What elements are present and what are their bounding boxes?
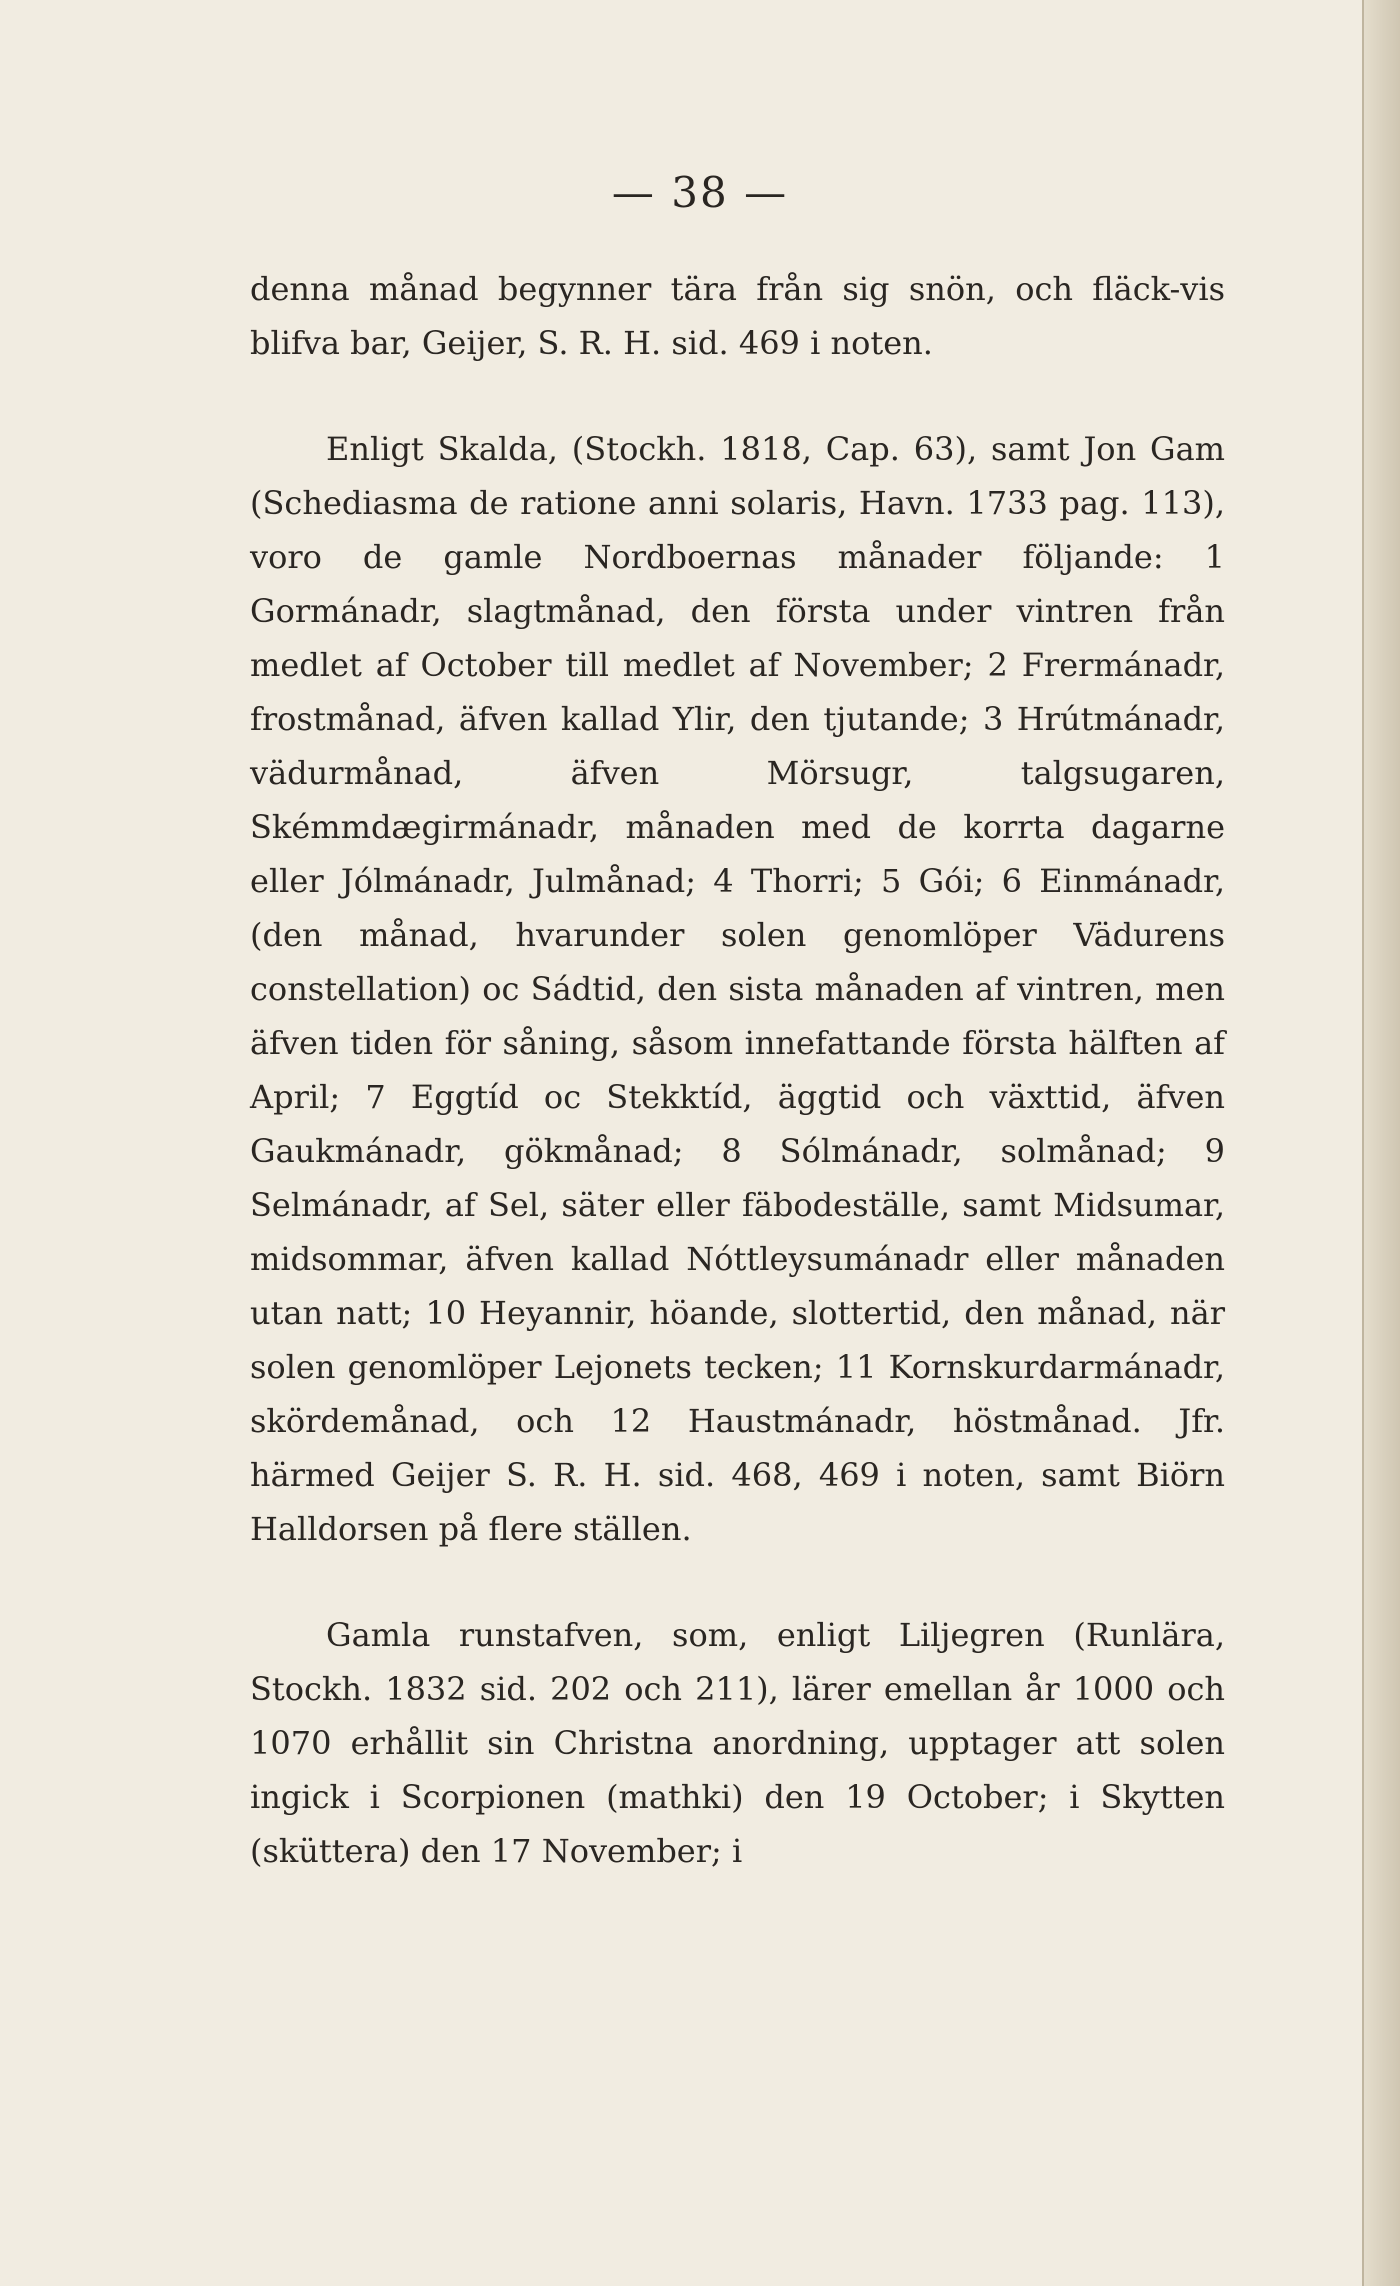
body-text xyxy=(250,262,1225,1878)
page-gutter xyxy=(1364,0,1400,2286)
paragraph-gap xyxy=(250,370,1225,422)
paragraph-intro: denna månad begynner tära från sig snön, och fläck-vis blifva bar, Geijer, S. R. H. sid. 469 i noten. xyxy=(250,270,1225,362)
paragraph-skalda: Enligt Skalda, (Stockh. 1818, Cap. 63), samt Jon Gam (Schediasma de ratione anni solaris, Havn. 1733 pag. 113), voro de gamle Nordboernas månader följande: 1 Gormánadr, slagtmånad, den första under vintren från medlet af October till medlet af November; 2 Frermánadr, frostmånad, äfven kallad Ylir, den tjutande; 3 Hrútmánadr, vädurmånad, äfven Mörsugr, talgsugaren, Skémmdægirmánadr, månaden med de korrta dagarne eller Jólmánadr, Julmånad; 4 Thorri; 5 Gói; 6 Einmánadr, (den månad, hvarunder solen genomlöper Vädurens constellation) oc Sádtid, den sista månaden af vintren, men äfven tiden för såning, såsom innefattande första hälften af April; 7 Eggtíd oc Stekktíd, äggtid och växttid, äfven Gaukmánadr, gökmånad; 8 Sólmánadr, solmånad; 9 Selmánadr, af Sel, säter eller fäbodeställe, samt Midsumar, midsommar, äfven kallad Nóttleysumánadr eller månaden utan natt; 10 Heyannir, höande, slottertid, den månad, när solen genomlöper Lejonets tecken; 11 Kornskurdarmánadr, skördemånad, och 12 Haustmánadr, höstmånad. Jfr. härmed Geijer S. R. H. sid. 468, 469 i noten, samt Biörn Halldorsen på flere ställen. xyxy=(250,430,1225,1548)
page-number-header: — 38 — xyxy=(611,168,789,217)
paragraph-gap xyxy=(250,1556,1225,1608)
paragraph-runstafven: Gamla runstafven, som, enligt Liljegren (Runlära, Stockh. 1832 sid. 202 och 211), lärer emellan år 1000 och 1070 erhållit sin Christna anordning, upptager att solen ingick i Scorpionen (mathki) den 19 October; i Skytten (sküttera) den 17 November; i xyxy=(250,1616,1225,1870)
